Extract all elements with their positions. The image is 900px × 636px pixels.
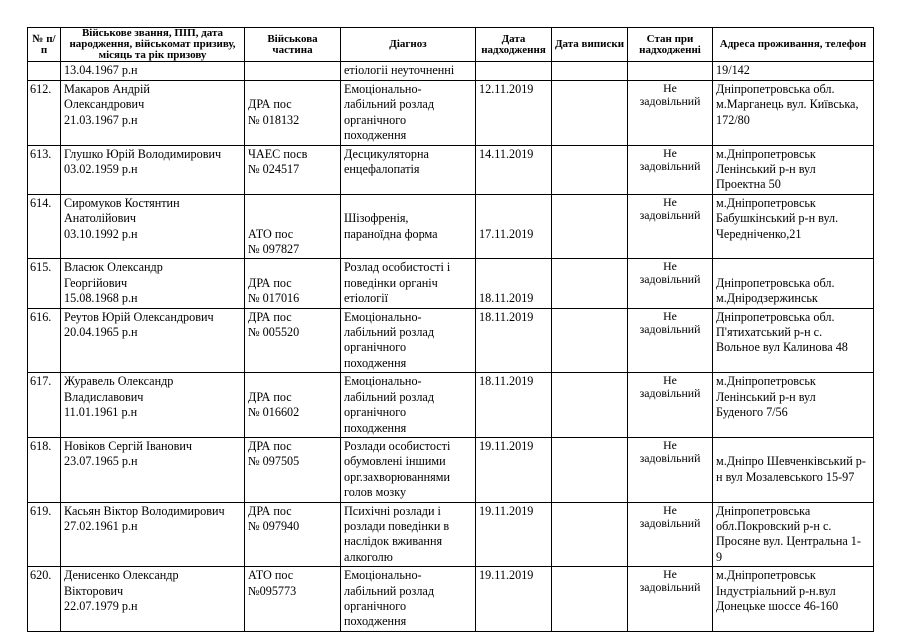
row-name-line: Георгійович xyxy=(64,275,128,290)
row-address xyxy=(713,194,874,259)
spacer xyxy=(248,211,337,226)
spacer xyxy=(716,439,870,454)
row-unit-line: № 016602 xyxy=(248,405,300,420)
row-address-line: м.Марганець вул. Київська, xyxy=(716,97,859,112)
row-state-line: Не xyxy=(663,194,677,209)
row-unit xyxy=(245,194,341,259)
row-name-line: Глушко Юрій Володимирович xyxy=(64,146,222,161)
row-date-in-text: 18.11.2019 xyxy=(479,374,534,389)
row-name xyxy=(61,502,245,567)
row-diagnosis xyxy=(341,308,476,373)
row-diagnosis xyxy=(341,259,476,308)
row-unit xyxy=(245,81,341,146)
row-state-line: задовільний xyxy=(639,158,701,173)
header-num: № п/п xyxy=(28,28,61,62)
row-unit-line: № 097505 xyxy=(248,454,300,469)
row-num-text: 618. xyxy=(30,438,52,453)
row-address-line: м.Дніпропетровськ xyxy=(716,195,816,210)
row-unit-line: № 018132 xyxy=(248,112,300,127)
spacer xyxy=(248,374,337,389)
row-num-text: 613. xyxy=(30,146,52,161)
row-num-text: 614. xyxy=(30,195,52,210)
row-date-out xyxy=(552,567,628,632)
row-address xyxy=(713,308,874,373)
cont-unit xyxy=(245,62,341,81)
row-unit xyxy=(245,502,341,567)
row-date-in xyxy=(476,259,552,308)
header-state: Стан при надходженні xyxy=(628,28,713,62)
row-diagnosis xyxy=(341,502,476,567)
row-address xyxy=(713,567,874,632)
row-address-line: м.Дніпропетровськ xyxy=(716,146,816,161)
row-address-line: Ленінський р-н вул xyxy=(716,389,816,404)
row-date-in-text: 18.11.2019 xyxy=(479,291,534,306)
row-state-line: задовільний xyxy=(639,515,701,530)
row-diagnosis-line: Емоціонально- xyxy=(344,568,422,583)
header-unit: Військова частина xyxy=(245,28,341,62)
row-unit-line: ДРА пос xyxy=(248,389,292,404)
row-unit-line: ДРА пос xyxy=(248,438,292,453)
row-state-line: задовільний xyxy=(639,580,701,595)
row-state-line: задовільний xyxy=(639,321,701,336)
row-num xyxy=(28,373,61,438)
header-name: Військове звання, ПІП, дата народження, військомат призиву, місяць та рік призову xyxy=(61,28,245,62)
row-diagnosis-line: розлади поведінки в xyxy=(344,518,450,533)
row-date-in-text: 12.11.2019 xyxy=(479,82,534,96)
row-address-line: м.Дніпропетровськ xyxy=(716,568,816,583)
row-name-line: Журавель Олександр xyxy=(64,374,174,389)
row-state-line: задовільний xyxy=(639,386,701,401)
row-state-line: Не xyxy=(663,81,677,95)
row-state-line: задовільний xyxy=(639,272,701,287)
row-unit xyxy=(245,308,341,373)
row-num xyxy=(28,145,61,194)
header-date-in: Дата надходження xyxy=(476,28,552,62)
row-address-line: обл.Покровский р-н с. xyxy=(716,518,832,533)
row-address-line: 172/80 xyxy=(716,112,750,127)
row-num-text: 619. xyxy=(30,503,52,518)
row-state xyxy=(628,437,713,502)
row-diagnosis-line: голов мозку xyxy=(344,485,407,500)
row-diagnosis-line: Розлад особистості і xyxy=(344,260,451,275)
row-date-out xyxy=(552,308,628,373)
spacer xyxy=(716,260,870,275)
row-diagnosis-line: параноїдна форма xyxy=(344,226,438,241)
row-num-text: 617. xyxy=(30,374,52,389)
row-diagnosis-line: органічного xyxy=(344,112,407,127)
row-date-in-text: 18.11.2019 xyxy=(479,309,534,324)
table-row xyxy=(28,373,874,438)
row-num xyxy=(28,567,61,632)
row-unit xyxy=(245,259,341,308)
table-row xyxy=(28,194,874,259)
row-unit-line: АТО пос xyxy=(248,568,294,583)
row-address-line: Донецьке шоссе 46-160 xyxy=(716,598,839,613)
row-state-line: Не xyxy=(663,145,677,160)
row-name-line: 03.02.1959 р.н xyxy=(64,162,138,177)
row-unit xyxy=(245,567,341,632)
row-state-line: задовільний xyxy=(639,207,701,222)
row-address-line: м.Дніпропетровськ xyxy=(716,374,816,389)
row-date-out xyxy=(552,437,628,502)
cont-date-in xyxy=(476,62,552,81)
row-diagnosis xyxy=(341,567,476,632)
row-name-line: 20.04.1965 р.н xyxy=(64,325,138,340)
spacer xyxy=(479,260,548,275)
row-date-in xyxy=(476,567,552,632)
row-state xyxy=(628,373,713,438)
spacer xyxy=(248,260,337,275)
row-diagnosis-line: поведінки органіч xyxy=(344,275,438,290)
row-unit-line: ДРА пос xyxy=(248,309,292,324)
row-diagnosis-line: Психічні розлади і xyxy=(344,503,441,518)
row-diagnosis-line: енцефалопатія xyxy=(344,162,420,177)
row-state-line: задовільний xyxy=(639,450,701,465)
row-diagnosis xyxy=(341,194,476,259)
row-diagnosis-line: наслідок вживання xyxy=(344,534,443,549)
row-date-in-text: 19.11.2019 xyxy=(479,568,534,583)
row-date-out xyxy=(552,502,628,567)
row-name xyxy=(61,308,245,373)
row-name xyxy=(61,194,245,259)
row-diagnosis-line: походження xyxy=(344,420,407,435)
row-num xyxy=(28,502,61,567)
row-num xyxy=(28,194,61,259)
document-page xyxy=(27,27,873,632)
row-date-in xyxy=(476,502,552,567)
row-state xyxy=(628,308,713,373)
row-date-in-text: 19.11.2019 xyxy=(479,438,534,453)
spacer xyxy=(248,82,337,97)
row-address-line: м.Дніродзержинськ xyxy=(716,291,818,306)
row-date-out xyxy=(552,194,628,259)
row-address-line: Дніпропетровська обл. xyxy=(716,309,835,324)
row-date-in xyxy=(476,308,552,373)
row-unit-line: № 097827 xyxy=(248,242,300,257)
row-diagnosis-line: Десцикуляторна xyxy=(344,146,429,161)
row-unit-line: ДРА пос xyxy=(248,275,292,290)
row-diagnosis-line: походження xyxy=(344,355,407,370)
row-name-line: 27.02.1961 р.н xyxy=(64,518,138,533)
row-date-in xyxy=(476,145,552,194)
row-unit xyxy=(245,437,341,502)
row-num xyxy=(28,81,61,146)
row-unit-line: АТО пос xyxy=(248,226,294,241)
row-address-line: П'ятихатський р-н с. xyxy=(716,325,823,340)
row-date-in xyxy=(476,194,552,259)
row-diagnosis-line: органічного xyxy=(344,598,407,613)
cont-name: 13.04.1967 р.н xyxy=(61,62,245,81)
row-address-line: Чередніченко,21 xyxy=(716,226,802,241)
row-diagnosis xyxy=(341,81,476,146)
row-diagnosis xyxy=(341,373,476,438)
row-date-in-text: 19.11.2019 xyxy=(479,503,534,518)
row-state xyxy=(628,194,713,259)
row-address xyxy=(713,81,874,146)
row-diagnosis-line: алкоголю xyxy=(344,549,393,564)
row-num-text: 612. xyxy=(30,82,52,96)
row-name xyxy=(61,259,245,308)
row-diagnosis xyxy=(341,145,476,194)
row-address-line: Дніпропетровська xyxy=(716,503,811,518)
row-address-line: Буденого 7/56 xyxy=(716,405,788,420)
row-num xyxy=(28,259,61,308)
row-name xyxy=(61,145,245,194)
row-unit-line: № 024517 xyxy=(248,162,300,177)
row-unit-line: № 097940 xyxy=(248,518,300,533)
row-diagnosis-line: лабільний розлад xyxy=(344,389,435,404)
table-row xyxy=(28,81,874,146)
row-diagnosis-line: Емоціонально- xyxy=(344,309,422,324)
row-name-line: Олександрович xyxy=(64,97,145,112)
row-address-line: Дніпропетровська обл. xyxy=(716,275,835,290)
row-address xyxy=(713,259,874,308)
row-address-line: Ленінський р-н вул xyxy=(716,162,816,177)
spacer xyxy=(479,211,548,226)
row-address-line: 9 xyxy=(716,549,723,564)
spacer xyxy=(479,276,548,291)
row-diagnosis-line: органічного xyxy=(344,340,407,355)
row-unit-line: № 017016 xyxy=(248,291,300,306)
row-name-line: 21.03.1967 р.н xyxy=(64,112,138,127)
row-date-in-text: 14.11.2019 xyxy=(479,146,534,161)
row-address xyxy=(713,502,874,567)
row-state xyxy=(628,81,713,146)
cont-num xyxy=(28,62,61,81)
row-name-line: 03.10.1992 р.н xyxy=(64,226,138,241)
row-diagnosis-line: походження xyxy=(344,128,407,143)
row-name-line: Макаров Андрій xyxy=(64,82,150,96)
row-unit-line: №095773 xyxy=(248,583,297,598)
row-unit xyxy=(245,145,341,194)
row-address-line: Дніпропетровська обл. xyxy=(716,82,835,96)
row-date-out xyxy=(552,81,628,146)
row-state xyxy=(628,145,713,194)
row-address-line: Бабушкінський р-н вул. xyxy=(716,211,839,226)
row-date-out xyxy=(552,373,628,438)
row-name-line: 23.07.1965 р.н xyxy=(64,454,138,469)
row-name-line: Денисенко Олександр xyxy=(64,568,179,583)
row-state-line: Не xyxy=(663,502,677,517)
row-diagnosis-line: Шізофренія, xyxy=(344,211,409,226)
row-state-line: Не xyxy=(663,308,677,323)
row-address-line: Індустріальний р-н.вул xyxy=(716,583,836,598)
row-name-line: Новіков Сергій Іванович xyxy=(64,438,193,453)
row-date-out xyxy=(552,259,628,308)
spacer xyxy=(248,196,337,211)
row-unit-line: ЧАЕС посв xyxy=(248,146,308,161)
header-diagnosis: Діагноз xyxy=(341,28,476,62)
table-row xyxy=(28,259,874,308)
row-name xyxy=(61,373,245,438)
row-state-line: Не xyxy=(663,373,677,388)
table-row xyxy=(28,308,874,373)
row-unit xyxy=(245,373,341,438)
row-address-line: Просяне вул. Центральна 1- xyxy=(716,534,861,549)
row-address-line: н вул Мозалевського 15-97 xyxy=(716,469,855,484)
cont-date-out xyxy=(552,62,628,81)
spacer xyxy=(344,196,472,211)
row-num-text: 620. xyxy=(30,568,52,583)
row-state xyxy=(628,259,713,308)
row-diagnosis-line: походження xyxy=(344,614,407,629)
row-date-in xyxy=(476,81,552,146)
row-state-line: Не xyxy=(663,567,677,582)
row-diagnosis-line: лабільний розлад xyxy=(344,97,435,112)
row-name-line: Сиромуков Костянтин xyxy=(64,195,180,210)
row-diagnosis-line: обумовлені іншими xyxy=(344,454,446,469)
row-address xyxy=(713,437,874,502)
row-diagnosis-line: етіології xyxy=(344,291,389,306)
row-unit-line: ДРА пос xyxy=(248,503,292,518)
continuation-row xyxy=(28,62,874,81)
row-diagnosis-line: органічного xyxy=(344,405,407,420)
row-name-line: Реутов Юрій Олександрович xyxy=(64,309,214,324)
row-name xyxy=(61,567,245,632)
row-state xyxy=(628,567,713,632)
row-name-line: Власюк Олександр xyxy=(64,260,163,275)
row-date-in xyxy=(476,373,552,438)
row-name-line: Анатолійович xyxy=(64,211,137,226)
header-date-out: Дата виписки xyxy=(552,28,628,62)
row-diagnosis-line: Розлади особистості xyxy=(344,438,451,453)
table-row xyxy=(28,502,874,567)
row-name-line: Касьян Віктор Володимирович xyxy=(64,503,225,518)
row-num xyxy=(28,437,61,502)
row-address-line: м.Дніпро Шевченківський р- xyxy=(716,454,866,469)
row-diagnosis-line: орг.захворюваннями xyxy=(344,469,451,484)
table-row xyxy=(28,437,874,502)
row-diagnosis-line: лабільний розлад xyxy=(344,583,435,598)
row-name xyxy=(61,81,245,146)
row-address xyxy=(713,145,874,194)
row-diagnosis-line: лабільний розлад xyxy=(344,325,435,340)
cont-state xyxy=(628,62,713,81)
row-name-line: Владиславович xyxy=(64,389,144,404)
row-state-line: Не xyxy=(663,259,677,274)
table-header-row xyxy=(28,28,874,62)
row-num xyxy=(28,308,61,373)
row-address xyxy=(713,373,874,438)
row-unit-line: № 005520 xyxy=(248,325,300,340)
cont-address: 19/142 xyxy=(713,62,874,81)
cont-diagnosis: етіологіі неуточненні xyxy=(341,62,476,81)
row-address-line: Проектна 50 xyxy=(716,177,781,192)
row-state xyxy=(628,502,713,567)
patients-table xyxy=(27,27,874,632)
row-name-line: 11.01.1961 р.н xyxy=(64,405,138,420)
row-diagnosis xyxy=(341,437,476,502)
row-date-in-text: 17.11.2019 xyxy=(479,226,534,241)
header-address: Адреса проживання, телефон xyxy=(713,28,874,62)
row-diagnosis-line: Емоціонально- xyxy=(344,374,422,389)
table-row xyxy=(28,567,874,632)
row-address-line: Вольное вул Калинова 48 xyxy=(716,340,848,355)
row-state-line: задовільний xyxy=(639,94,701,108)
row-name-line: Вікторович xyxy=(64,583,124,598)
row-num-text: 615. xyxy=(30,260,52,275)
row-diagnosis-line: Емоціонально- xyxy=(344,82,422,96)
row-state-line: Не xyxy=(663,437,677,452)
row-name xyxy=(61,437,245,502)
row-date-in xyxy=(476,437,552,502)
row-unit-line: ДРА пос xyxy=(248,97,292,112)
row-num-text: 616. xyxy=(30,309,52,324)
row-date-out xyxy=(552,145,628,194)
spacer xyxy=(479,196,548,211)
row-name-line: 15.08.1968 р.н xyxy=(64,291,138,306)
table-row xyxy=(28,145,874,194)
row-name-line: 22.07.1979 р.н xyxy=(64,598,138,613)
